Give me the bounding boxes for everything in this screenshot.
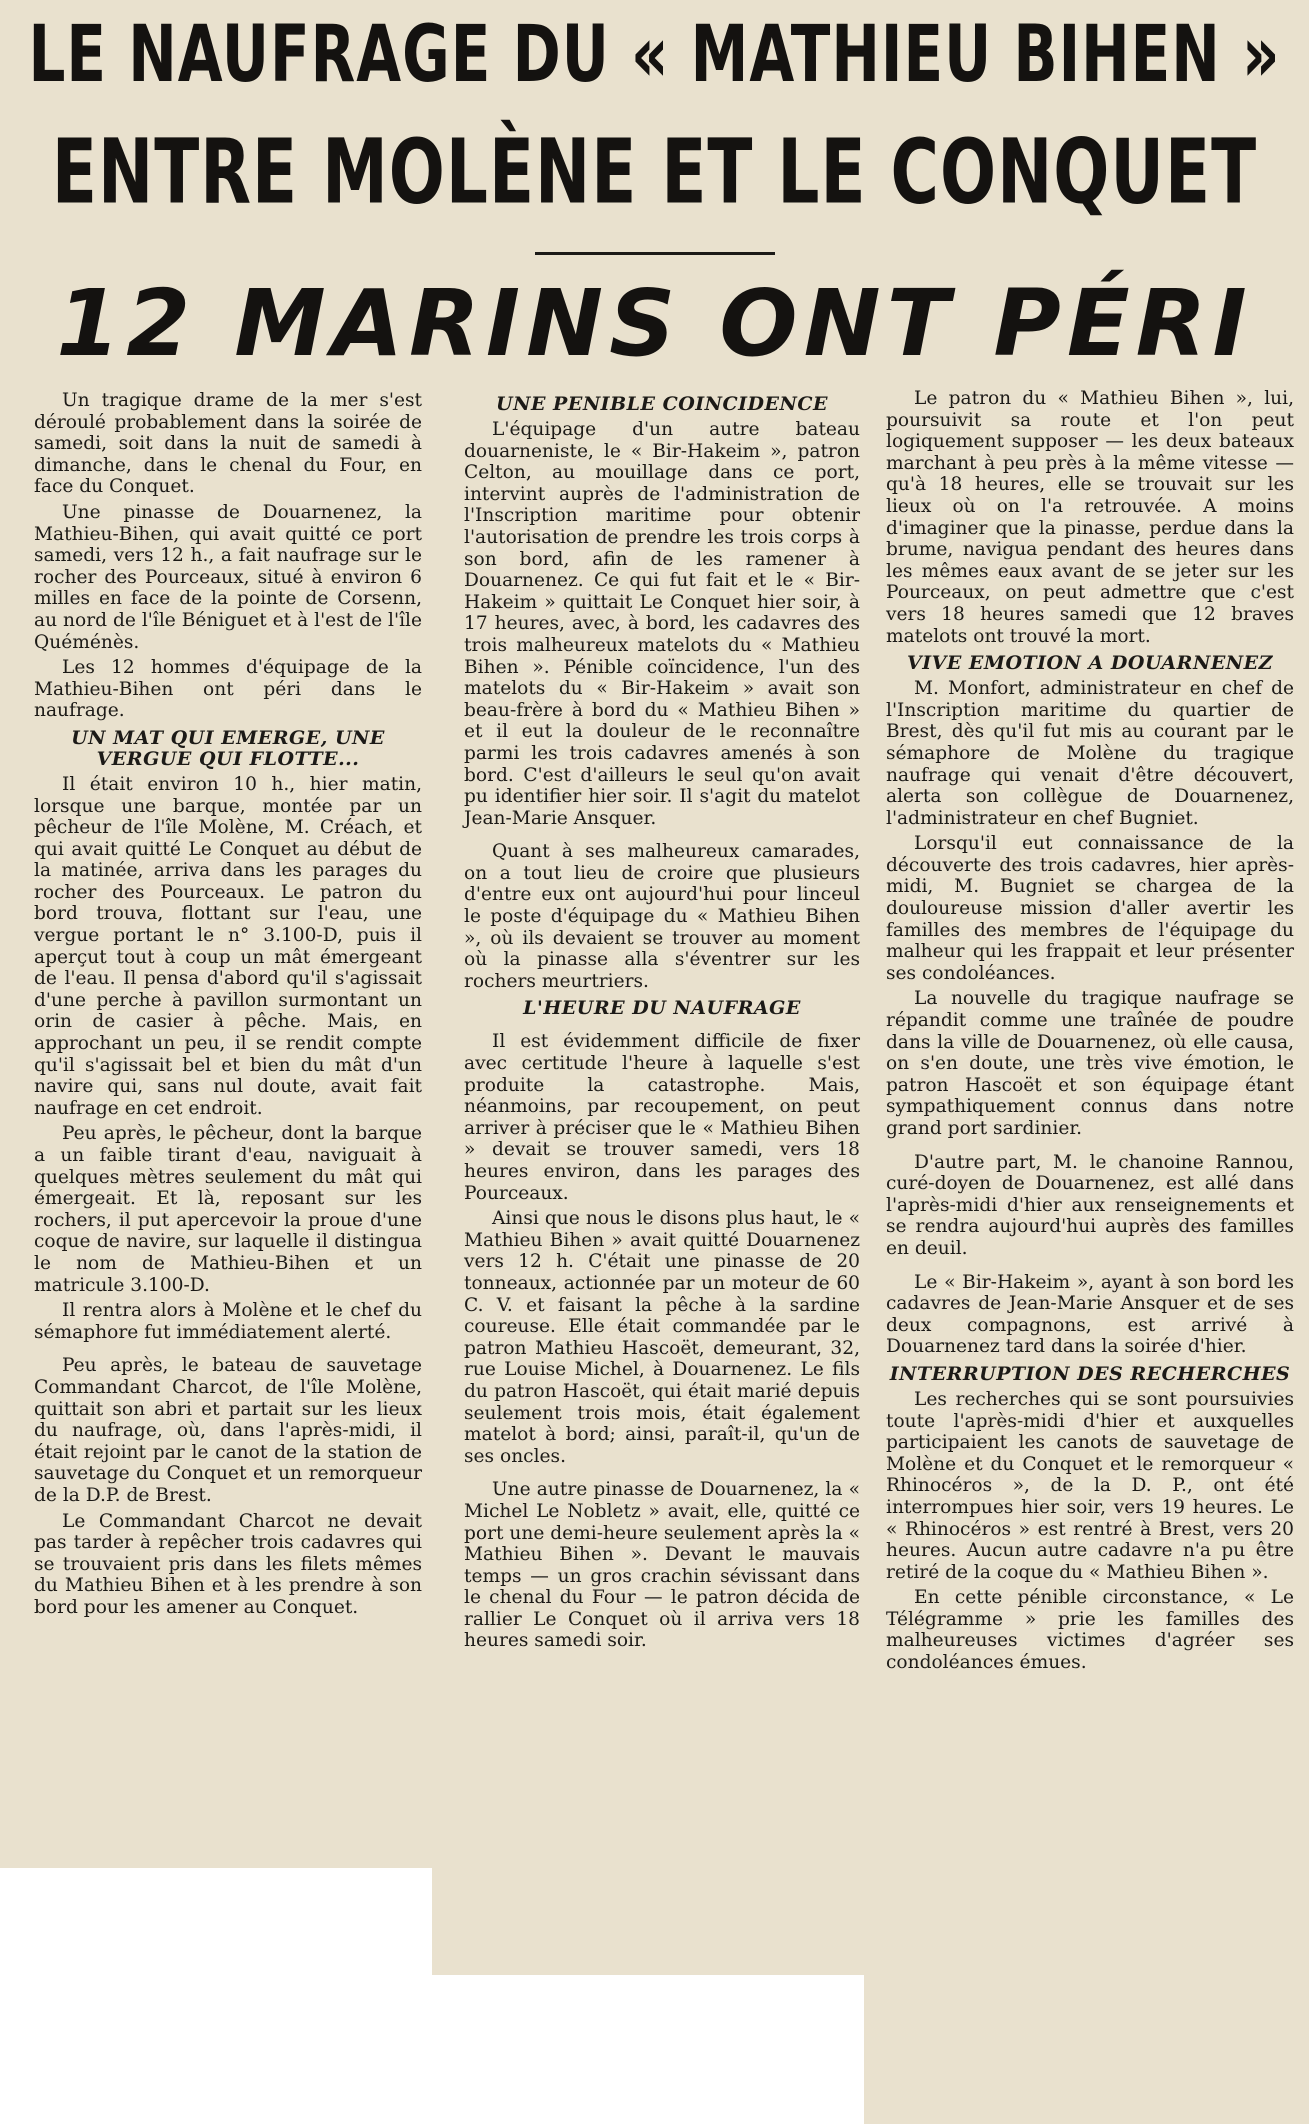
paragraph: Peu après, le pêcheur, dont la barque a un faible tirant d'eau, naviguait à quelques mètres seulement du mât qui émergeait. Et là, reposant sur les rochers, il put apercevoir la proue d'une coque de navire, sur laquelle il distingua le nom de Mathieu-Bihen et un matricule 3.100-D. <box>34 1123 422 1296</box>
paragraph: Il rentra alors à Molène et le chef du sémaphore fut immédiatement alerté. <box>34 1300 422 1343</box>
paragraph: Une autre pinasse de Douarnenez, la « Michel Le Nobletz » avait, elle, quitté ce port une demi-heure seulement après la « Mathieu Bihen ». Devant le mauvais temps — un gros crachin sévissant dans le chenal du Four — le patron décida de rallier Le Conquet où il arriva vers 18 heures samedi soir. <box>464 1479 860 1652</box>
paragraph: Il était environ 10 h., hier matin, lorsque une barque, montée par un pêcheur de l'île Molène, M. Créach, et qui avait quitté Le Conquet au début de la matinée, arriva dans les parages du rocher des Pourceaux. Le patron du bord trouva, flottant sur l'eau, une vergue portant le n° 3.100-D, puis il aperçut tout à coup un mât émergeant de l'eau. Il pensa d'abord qu'il s'agissait d'une perche à pavillon surmontant un orin de casier à pêche. Mais, en approchant un peu, il se rendit compte qu'il s'agissait bel et bien du mât d'un navire qui, sans nul doute, avait fait naufrage en cet endroit. <box>34 773 422 1119</box>
paragraph: Le Commandant Charcot ne devait pas tarder à repêcher trois cadavres qui se trouvaient pris dans les filets mêmes du Mathieu Bihen et à les prendre à son bord pour les amener au Conquet. <box>34 1510 422 1618</box>
headline-line-1: LE NAUFRAGE DU « MATHIEU BIHEN » <box>28 8 1281 100</box>
headline-line-2: ENTRE MOLÈNE ET LE CONQUET <box>51 120 1258 224</box>
column-3 <box>886 388 1294 1678</box>
paragraph: Les 12 hommes d'équipage de la Mathieu-Bihen ont péri dans le naufrage. <box>34 657 422 722</box>
section-heading: UNE PENIBLE COINCIDENCE <box>496 393 828 415</box>
headline-rule <box>535 252 775 255</box>
section-heading: VIVE EMOTION A DOUARNENEZ <box>906 652 1274 675</box>
column-1 <box>34 390 422 1622</box>
paragraph: Les recherches qui se sont poursuivies toute l'après-midi d'hier et auxquelles participaient les canots de sauvetage de Molène et du Conquet et le remorqueur « Rhinocéros », de la D. P., ont été interrompues hier soir, vers 19 heures. Le « Rhinocéros » est rentré à Brest, vers 20 heures. Aucun autre cadavre n'a pu être retiré de la coque du « Mathieu Bihen ». <box>886 1388 1294 1583</box>
headline-subtitle: 12 MARINS ONT PÉRI <box>56 270 1253 377</box>
paragraph: Le « Bir-Hakeim », ayant à son bord les cadavres de Jean-Marie Ansquer et de ses deux compagnons, est arrivé à Douarnenez tard dans la soirée d'hier. <box>886 1271 1294 1358</box>
headline-block <box>0 0 1309 385</box>
paragraph: Une pinasse de Douarnenez, la Mathieu-Bihen, qui avait quitté ce port samedi, vers 12 h., a fait naufrage sur le rocher des Pourceaux, situé à environ 6 milles en face de la pointe de Corsenn, au nord de l'île Béniguet et à l'est de l'île Quéménès. <box>34 501 422 653</box>
paragraph: D'autre part, M. le chanoine Rannou, curé-doyen de Douarnenez, est allé dans l'après-midi d'hier aux renseignements et se rendra aujourd'hui auprès des familles en deuil. <box>886 1151 1294 1259</box>
paragraph: Il est évidemment difficile de fixer avec certitude l'heure à laquelle s'est produite la catastrophe. Mais, néanmoins, par recoupement, on peut arriver à préciser que le « Mathieu Bihen » devait se trouver samedi, vers 18 heures environ, dans les parages des Pourceaux. <box>464 1031 860 1204</box>
paragraph: Peu après, le bateau de sauvetage Commandant Charcot, de l'île Molène, quittait son abri et partait sur les lieux du naufrage, où, dans l'après-midi, il était rejoint par le canot de la station de sauvetage du Conquet et un remorqueur de la D.P. de Brest. <box>34 1355 422 1506</box>
column-2 <box>464 388 860 1656</box>
paragraph: Ainsi que nous le disons plus haut, le « Mathieu Bihen » avait quitté Douarnenez vers 12 h. C'était une pinasse de 20 tonneaux, actionnée par un moteur de 60 C. V. et faisant la pêche à la sardine coureuse. Elle était commandée par le patron Mathieu Hascoët, demeurant, 32, rue Louise Michel, à Douarnenez. Le fils du patron Hascoët, qui était marié depuis seulement trois mois, était également matelot à bord; ainsi, paraît-il, qu'un de ses oncles. <box>464 1208 860 1467</box>
section-heading: INTERRUPTION DES RECHERCHES <box>889 1362 1291 1385</box>
section-heading: L'HEURE DU NAUFRAGE <box>523 997 801 1020</box>
section-heading: UN MAT QUI EMERGE, UNE VERGUE QUI FLOTTE... <box>71 726 385 770</box>
paragraph: M. Monfort, administrateur en chef de l'Inscription maritime du quartier de Brest, dès qu'il fut mis au courant par le sémaphore de Molène du tragique naufrage qui venait d'être découvert, alerta son collègue de Douarnenez, l'administrateur en chef Bugniet. <box>886 678 1294 829</box>
paragraph: Quant à ses malheureux camarades, on a tout lieu de croire que plusieurs d'entre eux ont aujourd'hui pour linceul le poste d'équipage du « Mathieu Bihen », où ils devaient se trouver au moment où la pinasse alla s'éventrer sur les rochers meurtriers. <box>464 841 860 992</box>
paragraph: La nouvelle du tragique naufrage se répandit comme une traînée de poudre dans la ville de Douarnenez, où elle causa, on s'en doute, une très vive émotion, le patron Hascoët et son équipage étant sympathiquement connus dans notre grand port sardinier. <box>886 988 1294 1139</box>
paragraph: Un tragique drame de la mer s'est déroulé probablement dans la soirée de samedi, soit dans la nuit de samedi à dimanche, dans le chenal du Four, en face du Conquet. <box>34 390 422 498</box>
paragraph: Le patron du « Mathieu Bihen », lui, poursuivit sa route et l'on peut logiquement supposer — les deux bateaux marchant à peu près à la même vitesse — qu'à 18 heures, elle se trouvait sur les lieux où on l'a retrouvée. A moins d'imaginer que la pinasse, perdue dans la brume, navigua pendant des heures dans les mêmes eaux avant de se jeter sur les Pourceaux, on peut admettre que c'est vers 18 heures samedi que 12 braves matelots ont trouvé la mort. <box>886 388 1294 647</box>
paragraph: Lorsqu'il eut connaissance de la découverte des trois cadavres, hier après-midi, M. Bugniet se chargea de la douloureuse mission d'aller avertir les familles des membres de l'équipage du malheur qui les frappait et leur présenter ses condoléances. <box>886 833 1294 984</box>
paragraph: En cette pénible circonstance, « Le Télégramme » prie les familles des malheureuses victimes d'agréer ses condoléances émues. <box>886 1587 1294 1674</box>
paragraph: L'équipage d'un autre bateau douarneniste, le « Bir-Hakeim », patron Celton, au mouillage dans ce port, intervint auprès de l'administration de l'Inscription maritime pour obtenir l'autorisation de prendre les trois corps à son bord, afin de les ramener à Douarnenez. Ce qui fut fait et le « Bir-Hakeim » quittait Le Conquet hier soir, à 17 heures, avec, à bord, les cadavres des trois malheureux matelots du « Mathieu Bihen ». Pénible coïncidence, l'un des matelots du « Bir-Hakeim » avait son beau-frère à bord du « Mathieu Bihen » et il eut la douleur de le reconnaître parmi les trois cadavres amenés à son bord. C'est d'ailleurs le seul qu'on avait pu identifier hier soir. Il s'agit du matelot Jean-Marie Ansquer. <box>464 419 860 829</box>
